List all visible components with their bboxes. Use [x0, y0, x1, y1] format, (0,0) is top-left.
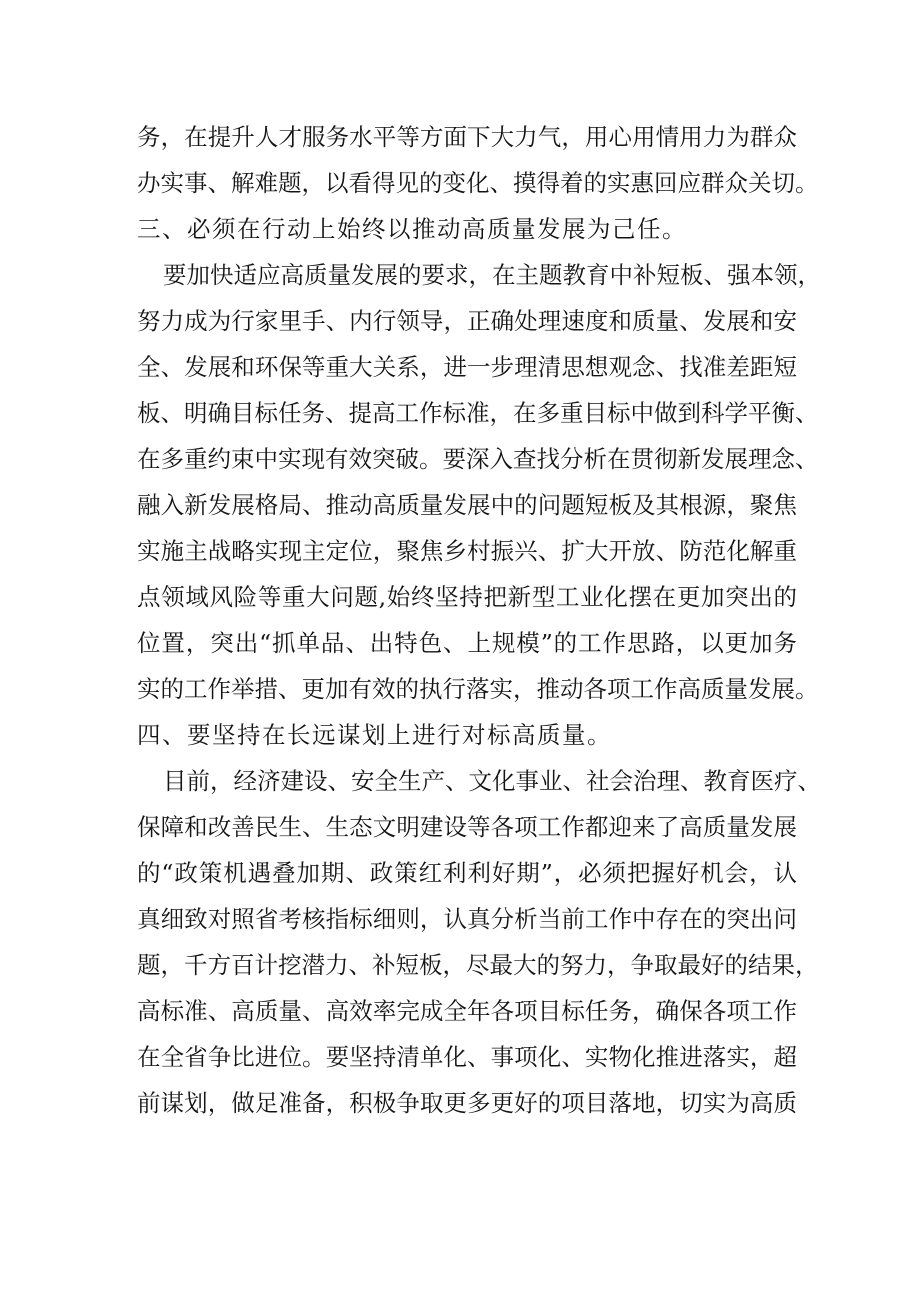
- text-line: 要加快适应高质量发展的要求，在主题教育中补短板、强本领，: [163, 261, 821, 289]
- text-line: 在全省争比进位。要坚持清单化、事项化、实物化推进落实，超: [137, 1043, 797, 1071]
- text-line: 实的工作举措、更加有效的执行落实，推动各项工作高质量发展。: [137, 675, 819, 703]
- text-line: 融入新发展格局、推动高质量发展中的问题短板及其根源，聚焦: [137, 491, 797, 519]
- text-line: 努力成为行家里手、内行领导，正确处理速度和质量、发展和安: [137, 307, 797, 335]
- text-line: 目前，经济建设、安全生产、文化事业、社会治理、教育医疗、: [163, 767, 821, 795]
- text-line: 高标准、高质量、高效率完成全年各项目标任务，确保各项工作: [137, 997, 797, 1025]
- section-heading: 三、必须在行动上始终以推动高质量发展为己任。: [137, 215, 687, 243]
- text-line: 务，在提升人才服务水平等方面下大力气，用心用情用力为群众: [137, 123, 797, 151]
- text-line: 点领域风险等重大问题,始终坚持把新型工业化摆在更加突出的: [137, 583, 797, 611]
- text-line: 实施主战略实现主定位，聚焦乡村振兴、扩大开放、防范化解重: [137, 537, 797, 565]
- text-line: 前谋划，做足准备，积极争取更多更好的项目落地，切实为高质: [137, 1089, 797, 1117]
- text-line: 板、明确目标任务、提高工作标准，在多重目标中做到科学平衡、: [137, 399, 819, 427]
- text-line: 位置，突出“抓单品、出特色、上规模”的工作思路，以更加务: [137, 629, 797, 657]
- section-heading: 四、要坚持在长远谋划上进行对标高质量。: [137, 721, 612, 749]
- text-line: 的“政策机遇叠加期、政策红利利好期”，必须把握好机会，认: [137, 859, 797, 887]
- text-line: 真细致对照省考核指标细则，认真分析当前工作中存在的突出问: [137, 905, 797, 933]
- text-line: 题，千方百计挖潜力、补短板，尽最大的努力，争取最好的结果，: [137, 951, 819, 979]
- text-line: 保障和改善民生、生态文明建设等各项工作都迎来了高质量发展: [137, 813, 797, 841]
- text-line: 全、发展和环保等重大关系，进一步理清思想观念、找准差距短: [137, 353, 797, 381]
- text-line: 在多重约束中实现有效突破。要深入查找分析在贯彻新发展理念、: [137, 445, 819, 473]
- text-line: 办实事、解难题，以看得见的变化、摸得着的实惠回应群众关切。: [137, 169, 819, 197]
